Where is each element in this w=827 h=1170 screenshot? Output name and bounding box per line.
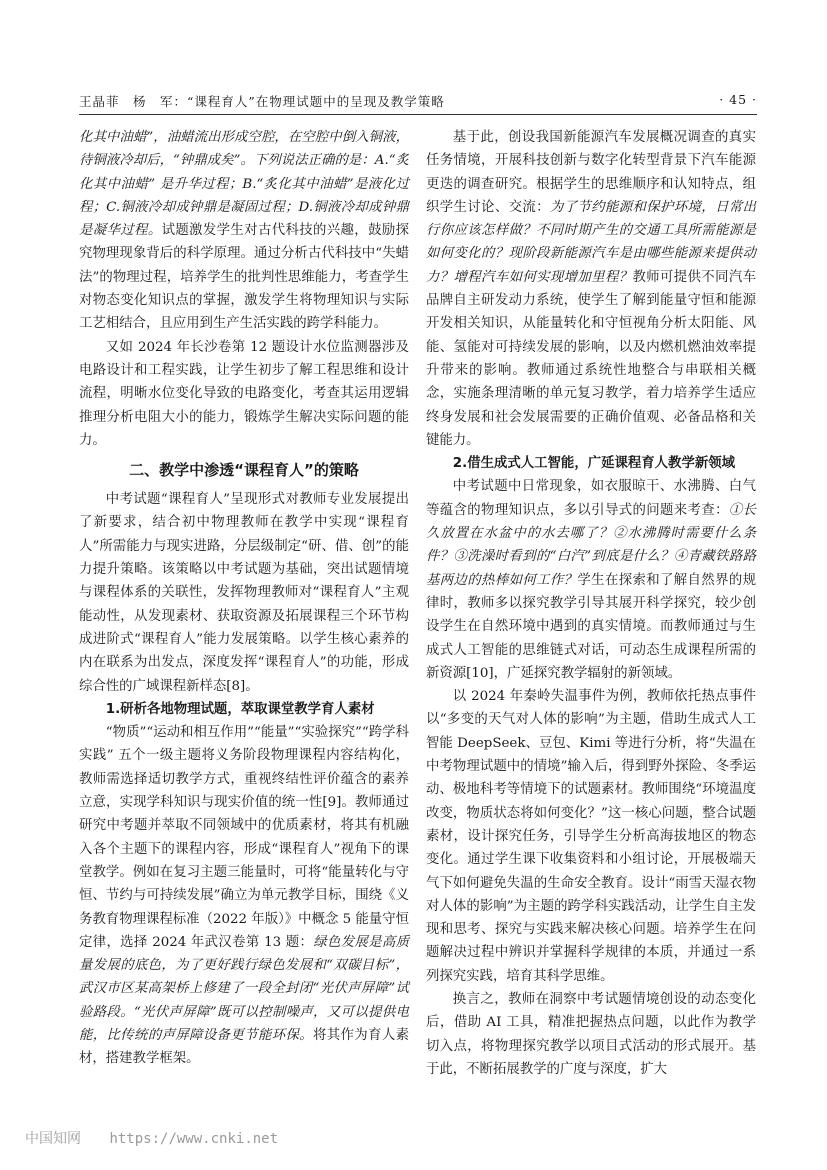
running-header [79,92,757,115]
paragraph-text: 学生在探索和了解自然界的规律时，教师多以探究教学引导其展开科学探究，较少创设学生在自然环境中遇到的真实情境。而教师通过与生成式人工智能的思维链式对话，可动态生成课程所需的新资源[10]，广延探究教学辐射的新领域。 [426,572,756,681]
section-title: 二、教学中渗透“课程育人”的策略 [129,461,359,480]
cnki-logo: 中国知网 [25,1131,81,1147]
page-number: · 45 · [719,92,757,107]
paragraph: 又如 2024 年长沙卷第 12 题设计水位监测器涉及电路设计和工程实践，让学生初步了解工程思维和设计流程，明晰水位变化导致的电路变化，考查其运用逻辑推理分析电阻大小的能力，锻炼学生解决实际问题的能力。 [79,339,409,448]
paragraph-text: 试题激发学生对古代科技的兴趣，鼓励探究物理现象背后的科学原理。通过分析古代科技中“失蜡法”的物理过程，培养学生的批判性思维能力，考查学生对物态变化知识点的掌握，激发学生将物理知识与实际工艺相结合，且应用到生产生活实践的跨学科能力。 [79,223,409,332]
paragraph-text: 基于此，创设我国新能源汽车发展概况调查的真实任务情境，开展科技创新与数字化转型背景下汽车能源更迭的调查研究。根据学生的思维顺序和认知特点，组织学生讨论、交流： [426,130,756,215]
quote-text: 为了节约能源和保护环境，日常出行你应该怎样做？不同时期产生的交通工具所需能源是如何变化的？现阶段新能源汽车是由哪些能源来提供动力？增程汽车如何实现增加里程？ [426,199,756,285]
right-column [426,126,756,1081]
paragraph-text: 将其作为育人素材，搭建教学框架。 [79,1027,409,1067]
paragraph-text: 教师可提供不同汽车品牌自主研发动力系统，使学生了解到能量守恒和能源开发相关知识，从能量转化和守恒视角分析太阳能、风能、氢能对可持续发展的影响，以及内燃机燃油效率提升带来的影响。教师通过系统性地整合与串联相关概念，实施条理清晰的单元复习教学，着力培养学生适应终身发展和社会发展需要的正确价值观、必备品格和关键能力。 [426,269,756,448]
quote-text: 绿色发展是高质量发展的底色，为了更好践行绿色发展和“双碳目标”，武汉市区某高架桥上修建了一段全封闭“光伏声屏障”试验路段。“光伏声屏障”既可以控制噪声，又可以提供电能，比传统的声屏障设备更节能环保。 [79,934,409,1043]
subsection-title: 1.研析各地物理试题，萃取课堂教学育人素材 [105,701,375,717]
running-title: 王晶菲 杨 军：“课程育人”在物理试题中的呈现及教学策略 [79,94,445,109]
paragraph [79,721,409,1070]
quote-text: 化其中油蜡”，油蜡流出形成空腔，在空腔中倒入铜液，待铜液冷却后，“钟鼎成矣”。下列说法正确的是：A.“炙化其中油蜡” 是升华过程；B.“炙化其中油蜡”是液化过程；C.铜液冷却成钟鼎是凝固过程；D.铜液冷却成钟鼎是凝华过程。 [79,130,409,239]
paragraph-text: 中考试题中日常现象，如衣服晾干、水沸腾、白气等蕴含的物理知识点，多以引导式的问题来考查： [426,479,756,518]
quote-text: ①长久放置在水盆中的水去哪了？②水沸腾时需要什么条件？③洗澡时看到的“白汽”到底是什么？④青藏铁路路基两边的热棒如何工作？ [426,502,756,588]
footer-watermark [25,1128,278,1148]
paragraph-quote-continuation [79,126,409,336]
paragraph [426,126,756,452]
paragraph-text: “物质”“运动和相互作用”“能量”“实验探究”“跨学科实践” 五个一级主题将义务阶段物理课程内容结构化，教师需选择适切教学方式，重视终结性评价蕴含的素养立意，实现学科知识与现实价值的统一性[9]。教师通过研究中考题并萃取不同领域中的优质素材，将其有机融入各个主题下的课程内容，形成“课程育人”视角下的课堂教学。例如在复习主题三能量时，可将“能量转化与守恒、节约与可持续发展”确立为单元教学目标，围绕《义务教育物理课程标准（2022 年版）》中概念 5 能量守恒定律，选择 2024 年武汉卷第 13 题： [79,725,409,950]
source-url[interactable]: https://www.cnki.net [109,1131,279,1147]
paragraph: 以 2024 年秦岭失温事件为例，教师依托热点事件以“多变的天气对人体的影响”为主题，借助生成式人工智能 DeepSeek、豆包、Kimi 等进行分析，将“失温在中考物理试题中的情境”输入后，得到野外探险、冬季运动、极地科考等情境下的试题素材。教师围绕“环境温度改变，物质状态将如何变化？”这一核心问题，整合试题素材，设计探究任务，引导学生分析高海拔地区的物态变化。通过学生课下收集资料和小组讨论，开展极端天气下如何避免失温的生命安全教育。设计“雨雪天湿衣物对人体的影响”为主题的跨学科实践活动，让学生自主发现和思考、探究与实践来解决核心问题。培养学生在问题解决过程中辨识并掌握科学规律的本质，并通过一系列探究实践，培育其科学思维。 [426,689,756,984]
paragraph: 换言之，教师在洞察中考试题情境创设的动态变化后，借助 AI 工具，精准把握热点问题，以此作为教学切入点，将物理探究教学以项目式活动的形式展开。基于此，不断拓展教学的广度与深度，扩大 [426,991,756,1077]
subsection-title: 2.借生成式人工智能，广延课程育人教学新领域 [452,456,736,472]
paragraph: 中考试题“课程育人”呈现形式对教师专业发展提出了新要求，结合初中物理教师在教学中实现“课程育人”所需能力与现实进路，分层级制定“研、借、创”的能力提升策略。该策略以中考试题为基础，突出试题情境与课程体系的关联性，发挥物理教师对“课程育人”主观能动性，从发现素材、获取资源及拓展课程三个环节构成进阶式“课程育人”能力发展策略。以学生核心素养的内在联系为出发点，深度发挥“课程育人”的功能，形成综合性的广域课程新样态[8]。 [79,492,409,694]
paragraph [426,475,756,685]
left-column [79,126,409,1071]
